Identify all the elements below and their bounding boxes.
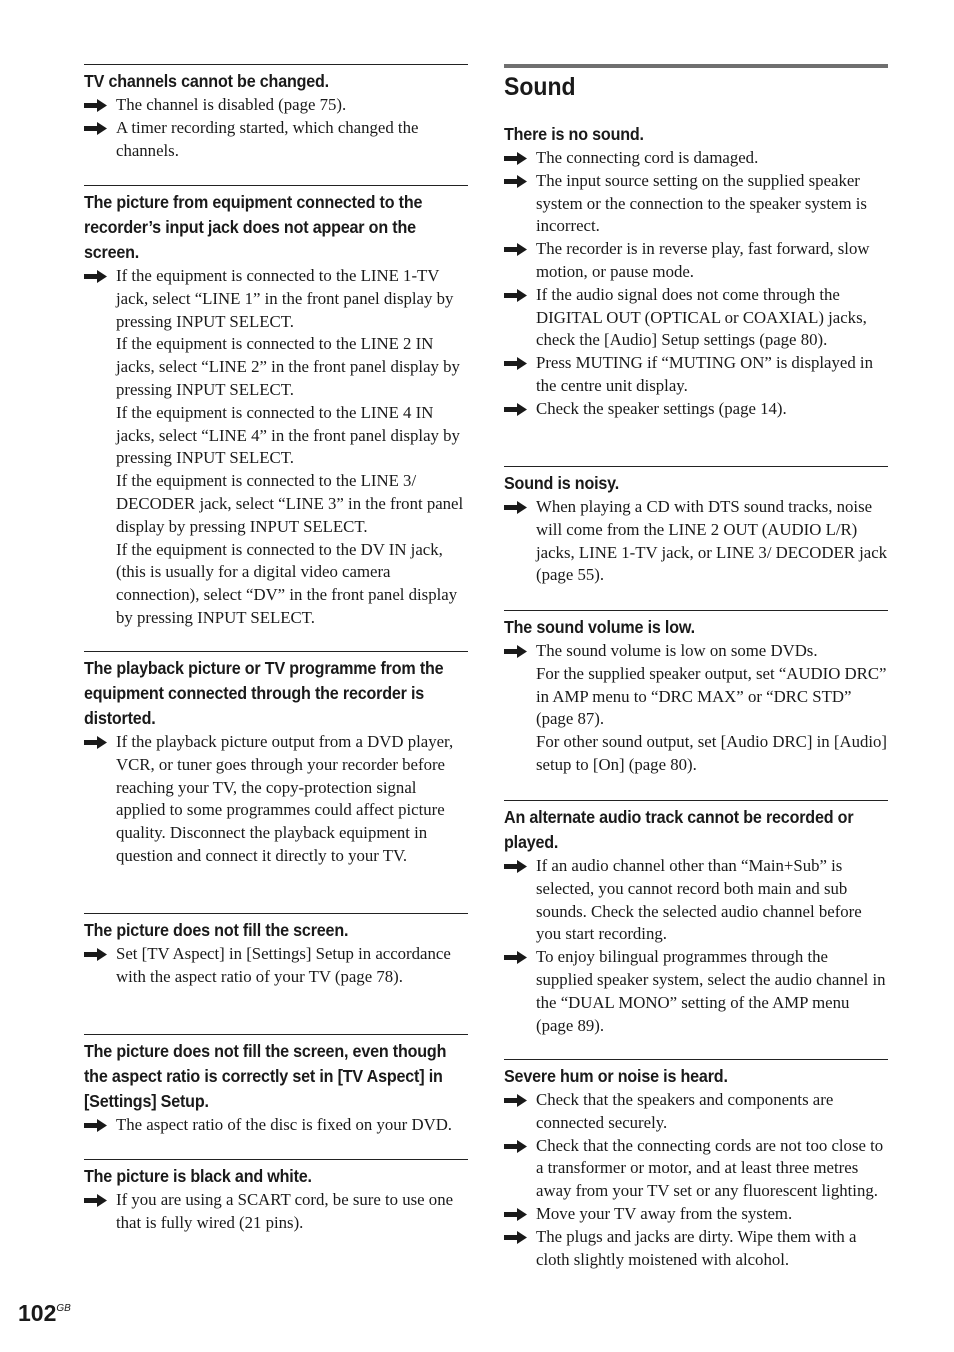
item-text: A timer recording started, which changed the channels. (116, 117, 419, 160)
item-text: The aspect ratio of the disc is fixed on your DVD. (116, 1115, 453, 1134)
item-text: If the equipment is connected to the DV IN jack, (this is usually for a digital video camera connection), select “DV” in the front panel display by pressing INPUT SELECT. (116, 539, 458, 627)
section-heading: The picture does not fill the screen, even though the aspect ratio is correctly set in [TV Aspect] in [Settings] Setup. (84, 1041, 447, 1111)
section-heading: An alternate audio track cannot be recorded or played. (504, 807, 854, 852)
item-text: If the equipment is connected to the LINE 3/ DECODER jack, select “LINE 3” in the front panel display by pressing INPUT SELECT. (116, 471, 464, 536)
section-volume-low (504, 610, 888, 777)
section-tv-channels (84, 64, 468, 162)
item-text: For other sound output, set [Audio DRC] in [Audio] setup to [On] (page 80). (536, 732, 887, 774)
list-item (84, 94, 468, 117)
list-item (84, 731, 468, 868)
section-heading: TV channels cannot be changed. (84, 71, 329, 91)
item-text: If the equipment is connected to the LINE 1-TV jack, select “LINE 1” in the front panel display by pressing INPUT SELECT. (116, 266, 454, 331)
item-text: The connecting cord is damaged. (536, 148, 759, 167)
arrow-right-icon (504, 645, 527, 658)
section-heading: There is no sound. (504, 124, 644, 144)
section-heading: The picture from equipment connected to the recorder’s input jack does not appear on the screen. (84, 192, 423, 262)
list-item (84, 943, 468, 989)
list-item (504, 1089, 888, 1135)
list-item (504, 170, 888, 238)
section-fill-screen (84, 913, 468, 989)
section-black-white (84, 1159, 468, 1235)
section-no-sound (504, 118, 888, 421)
page-number (18, 1300, 71, 1327)
item-text: Check that the connecting cords are not too close to a transformer or motor, and at least three metres away from your TV set or any fluorescent lighting. (536, 1135, 884, 1201)
item-text: If the equipment is connected to the LINE 2 IN jacks, select “LINE 2” in the front panel display by pressing INPUT SELECT. (116, 334, 460, 399)
item-text: Press MUTING if “MUTING ON” is displayed in the centre unit display. (536, 353, 873, 395)
section-sound-noisy (504, 466, 888, 587)
item-text: The recorder is in reverse play, fast forward, slow motion, or pause mode. (536, 239, 870, 281)
section-heading: Severe hum or noise is heard. (504, 1066, 728, 1086)
arrow-right-icon (504, 501, 527, 514)
item-text: The plugs and jacks are dirty. Wipe them with a cloth slightly moistened with alcohol. (536, 1226, 857, 1269)
list-item (84, 117, 468, 163)
arrow-right-icon (504, 951, 527, 964)
chapter-title: Sound (504, 73, 576, 101)
section-heading: The picture is black and white. (84, 1166, 312, 1186)
section-alternate-audio (504, 800, 888, 1037)
arrow-right-icon (84, 270, 107, 283)
item-text: If the equipment is connected to the LINE 4 IN jacks, select “LINE 4” in the front panel display by pressing INPUT SELECT. (116, 402, 460, 468)
arrow-right-icon (84, 1194, 107, 1207)
list-item (504, 398, 888, 421)
list-item (504, 1135, 888, 1203)
list-item (84, 265, 468, 630)
section-distorted (84, 651, 468, 868)
section-heading: Sound is noisy. (504, 473, 620, 493)
list-item (504, 1226, 888, 1272)
list-item (84, 1189, 468, 1235)
list-item (504, 1203, 888, 1226)
list-item (504, 855, 888, 946)
arrow-right-icon (504, 289, 527, 302)
sound-title-bar (504, 64, 888, 102)
arrow-right-icon (84, 948, 107, 961)
item-text: If the audio signal does not come through the DIGITAL OUT (OPTICAL or COAXIAL) jacks, check the [Audio] Setup settings (page 80). (536, 284, 867, 350)
item-text: To enjoy bilingual programmes through the supplied speaker system, select the audio channel in the “DUAL MONO” setting of the AMP menu (page 89). (536, 947, 886, 1035)
list-item (504, 147, 888, 170)
section-aspect-ratio (84, 1034, 468, 1137)
list-item (504, 352, 888, 398)
item-text: The input source setting on the supplied speaker system or the connection to the speaker system is incorrect. (536, 170, 867, 236)
item-text: Move your TV away from the system. (536, 1203, 793, 1223)
list-item (504, 496, 888, 587)
arrow-right-icon (504, 403, 527, 416)
arrow-right-icon (84, 122, 107, 135)
item-text: Check that the speakers and components are connected securely. (536, 1090, 834, 1132)
arrow-right-icon (504, 1094, 527, 1107)
page-number-suffix: GB (56, 1303, 71, 1314)
item-text: For the supplied speaker output, set “AUDIO DRC” in AMP menu to “DRC MAX” or “DRC STD” (page 87). (536, 663, 887, 729)
arrow-right-icon (84, 1119, 107, 1132)
list-item (504, 946, 888, 1037)
item-text: Check the speaker settings (page 14). (536, 398, 787, 418)
item-text: Set [TV Aspect] in [Settings] Setup in accordance with the aspect ratio of your TV (page 78). (116, 944, 451, 986)
item-text: When playing a CD with DTS sound tracks, noise will come from the LINE 2 OUT (AUDIO L/R) jacks, LINE 1-TV jack, or LINE 3/ DECODER jack (page 55). (536, 497, 888, 585)
list-item (84, 1114, 468, 1137)
arrow-right-icon (504, 1140, 527, 1153)
list-item (504, 640, 888, 777)
section-hum-noise (504, 1059, 888, 1271)
arrow-right-icon (504, 243, 527, 256)
arrow-right-icon (504, 175, 527, 188)
list-item (504, 284, 888, 352)
page-number-value: 102 (18, 1300, 57, 1326)
section-input-jack (84, 185, 468, 630)
item-text: If the playback picture output from a DVD player, VCR, or tuner goes through your recorder before reaching your TV, the copy-protection signal applied to some programmes could affect picture quality. Disconnect the playback equipment in question and connect it directly to your TV. (116, 732, 454, 865)
item-text: If an audio channel other than “Main+Sub” is selected, you cannot record both main and sub sounds. Check the selected audio channel before you start recording. (536, 856, 862, 944)
item-text: The sound volume is low on some DVDs. (536, 641, 818, 660)
item-text: If you are using a SCART cord, be sure to use one that is fully wired (21 pins). (116, 1190, 454, 1232)
section-heading: The picture does not fill the screen. (84, 920, 349, 940)
arrow-right-icon (504, 860, 527, 873)
section-heading: The sound volume is low. (504, 617, 695, 637)
arrow-right-icon (504, 357, 527, 370)
section-heading: The playback picture or TV programme from the equipment connected through the recorder is distorted. (84, 658, 444, 728)
arrow-right-icon (84, 736, 107, 749)
arrow-right-icon (504, 1231, 527, 1244)
item-text: The channel is disabled (page 75). (116, 95, 347, 114)
arrow-right-icon (504, 152, 527, 165)
list-item (504, 238, 888, 284)
arrow-right-icon (84, 99, 107, 112)
arrow-right-icon (504, 1208, 527, 1221)
